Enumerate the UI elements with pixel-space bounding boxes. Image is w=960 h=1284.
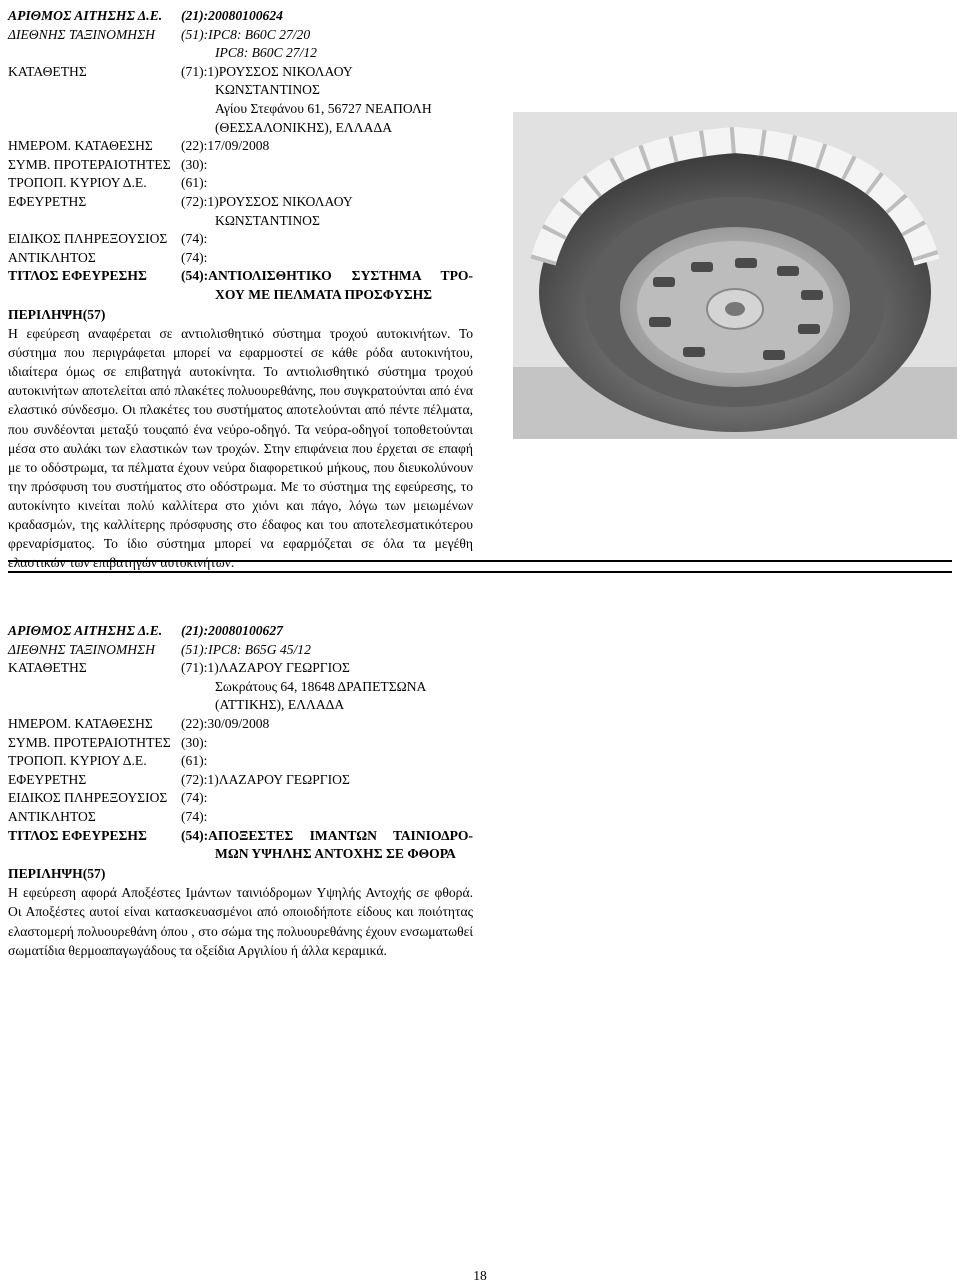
attorney-label: ΕΙΔΙΚΟΣ ΠΛΗΡΕΞΟΥΣΙΟΣ xyxy=(8,790,168,806)
section-divider-bottom xyxy=(8,571,952,573)
applicant-value: (71):1)ΛΑΖΑΡΟΥ ΓΕΩΡΓΙΟΣ xyxy=(181,660,350,676)
patent-entry-2 xyxy=(8,622,473,960)
application-number-label: ΑΡΙΘΜΟΣ ΑΙΤΗΣΗΣ Δ.Ε. xyxy=(8,623,163,638)
representative-row xyxy=(8,808,473,827)
representative-value: (74): xyxy=(181,808,208,824)
inventor-value: (72):1)ΛΑΖΑΡΟΥ ΓΕΩΡΓΙΟΣ xyxy=(181,771,350,787)
representative-label: ΑΝΤΙΚΛΗΤΟΣ xyxy=(8,249,96,265)
applicant-label: ΚΑΤΑΘΕΤΗΣ xyxy=(8,660,87,676)
application-number-row xyxy=(8,622,473,641)
application-number-value: (21):20080100624 xyxy=(181,8,283,23)
filing-date-label: ΗΜΕΡΟΜ. ΚΑΤΑΘΕΣΗΣ xyxy=(8,138,153,154)
patent-entry-1 xyxy=(8,7,473,572)
classification-label: ΔΙΕΘΝΗΣ ΤΑΞΙΝΟΜΗΣΗ xyxy=(8,641,155,657)
applicant-line: Αγίου Στεφάνου 61, 56727 ΝΕΑΠΟΛΗ xyxy=(215,100,432,116)
application-number-label: ΑΡΙΘΜΟΣ ΑΙΤΗΣΗΣ Δ.Ε. xyxy=(8,8,163,23)
inventor-value: (72):1)ΡΟΥΣΣΟΣ ΝΙΚΟΛΑΟΥ xyxy=(181,193,353,209)
classification-row xyxy=(8,641,473,660)
title-continuation: ΧΟΥ ΜΕ ΠΕΛΜΑΤΑ ΠΡΟΣΦΥΣΗΣ xyxy=(215,286,433,302)
attorney-value: (74): xyxy=(181,790,208,806)
inventor-row xyxy=(8,771,473,790)
page-number: 18 xyxy=(473,1268,487,1283)
representative-row xyxy=(8,249,473,268)
applicant-label: ΚΑΤΑΘΕΤΗΣ xyxy=(8,63,87,79)
filing-date-label: ΗΜΕΡΟΜ. ΚΑΤΑΘΕΣΗΣ xyxy=(8,715,153,731)
applicant-line: Σωκράτους 64, 18648 ΔΡΑΠΕΤΣΩΝΑ xyxy=(215,678,427,694)
tire-figure-image xyxy=(513,112,957,439)
priority-row xyxy=(8,734,473,753)
attorney-label: ΕΙΔΙΚΟΣ ΠΛΗΡΕΞΟΥΣΙΟΣ xyxy=(8,231,168,247)
priority-label: ΣΥΜΒ. ΠΡΟΤΕΡΑΙΟΤΗΤΕΣ xyxy=(8,156,171,172)
priority-value: (30): xyxy=(181,156,208,172)
title-row xyxy=(8,827,473,846)
priority-value: (30): xyxy=(181,734,208,750)
attorney-row xyxy=(8,230,473,249)
title-row xyxy=(8,267,473,286)
classification-row xyxy=(8,26,473,45)
inventor-label: ΕΦΕΥΡΕΤΗΣ xyxy=(8,193,87,209)
applicant-line: (ΘΕΣΣΑΛΟΝΙΚΗΣ), ΕΛΛΑΔΑ xyxy=(215,119,393,135)
classification-label: ΔΙΕΘΝΗΣ ΤΑΞΙΝΟΜΗΣΗ xyxy=(8,26,155,42)
applicant-value: (71):1)ΡΟΥΣΣΟΣ ΝΙΚΟΛΑΟΥ xyxy=(181,63,353,79)
modification-row xyxy=(8,174,473,193)
classification-value: (51):IPC8: B60C 27/20 xyxy=(181,26,311,42)
title-label: ΤΙΤΛΟΣ ΕΦΕΥΡΕΣΗΣ xyxy=(8,827,147,843)
modification-value: (61): xyxy=(181,175,208,191)
priority-label: ΣΥΜΒ. ΠΡΟΤΕΡΑΙΟΤΗΤΕΣ xyxy=(8,734,171,750)
inventor-label: ΕΦΕΥΡΕΤΗΣ xyxy=(8,771,87,787)
filing-date-value: (22):17/09/2008 xyxy=(181,138,270,154)
modification-value: (61): xyxy=(181,753,208,769)
applicant-row xyxy=(8,63,473,82)
application-number-value: (21):20080100627 xyxy=(181,623,283,638)
summary-text: Η εφεύρεση αναφέρεται σε αντιολισθητικό σύστημα τροχού αυτοκινήτων. Το σύστημα που περιγράφεται μπορεί να εφαρμοστεί σε κάθε ρόδα αυτοκινήτου, ιδιαίτερα όμως σε επιβατηγά αυτοκίνητα. Το αντιολισθητικό σύστημα τροχού αυτοκινήτων αποτελείται από πλακέτες πολυουρεθάνης, που συγκρατούνται από ένα ελαστικό σύνδεσμο. Οι πλακέτες του συστήματος αποτελούνται από πέντε πέλματα, που συνδέονται μεταξύ τουςαπό ένα νεύρο-οδηγό. Τα νεύρα-οδηγοί τοποθετούνται μέσα στο αυλάκι των ελαστικών των τροχών. Στην επιφάνεια που έρχεται σε επαφή με το οδόστρωμα, τα πέλματα έχουν νεύρα διαφορετικού μήκους, που διευκολύνουν την πρόσφυση του συστήματος στο οδόστρωμα. Με το σύστημα της εφεύρεσης, το αυτοκίνητο κινείται πολύ καλλίτερα στο χιόνι και πάγο, λόγω των μειωμένων κραδασμών, της καλλίτερης πρόσφυσης στο έδαφος και του αποτελεσματικότερου φρεναρίσματος. Το ίδιο σύστημα μπορεί να εφαρμόζεται σε όλα τα μεγέθη ελαστικών των επιβατηγών αυτοκινήτων. xyxy=(8,326,473,571)
application-number-row xyxy=(8,7,473,26)
classification-value: (51):IPC8: B65G 45/12 xyxy=(181,641,311,657)
title-value: (54):ΑΝΤΙΟΛΙΣΘΗΤΙΚΟ ΣΥΣΤΗΜΑ ΤΡΟ- xyxy=(181,268,473,284)
title-label: ΤΙΤΛΟΣ ΕΦΕΥΡΕΣΗΣ xyxy=(8,268,147,284)
modification-label: ΤΡΟΠΟΠ. ΚΥΡΙΟΥ Δ.Ε. xyxy=(8,753,147,769)
modification-row xyxy=(8,752,473,771)
classification-value-2: IPC8: B60C 27/12 xyxy=(215,45,317,61)
filing-date-row xyxy=(8,715,473,734)
applicant-line: ΚΩΝΣΤΑΝΤΙΝΟΣ xyxy=(215,82,320,98)
inventor-line: ΚΩΝΣΤΑΝΤΙΝΟΣ xyxy=(215,212,320,228)
priority-row xyxy=(8,156,473,175)
applicant-row xyxy=(8,659,473,678)
attorney-value: (74): xyxy=(181,231,208,247)
title-value: (54):ΑΠΟΞΕΣΤΕΣ ΙΜΑΝΤΩΝ ΤΑΙΝΙΟΔΡΟ- xyxy=(181,827,473,843)
summary-heading: ΠΕΡΙΛΗΨΗ(57) xyxy=(8,865,106,881)
section-divider-top xyxy=(8,560,952,562)
representative-value: (74): xyxy=(181,249,208,265)
modification-label: ΤΡΟΠΟΠ. ΚΥΡΙΟΥ Δ.Ε. xyxy=(8,175,147,191)
summary-text: Η εφεύρεση αφορά Αποξέστες Ιμάντων ταινιόδρομων Υψηλής Αντοχής σε φθορά. Οι Αποξέστες αυτοί είναι κατασκευασμένοι από οποιοδήποτε είδους και ποιότητας ελαστομερή πολυουρεθάνη όπου , στο σώμα της πολυουρεθάνης έχουν ενσωματωθεί σωματίδια θερμοαπαγωγάδους τα οξείδια Αργιλίου ή άλλα κεραμικά. xyxy=(8,885,473,958)
representative-label: ΑΝΤΙΚΛΗΤΟΣ xyxy=(8,808,96,824)
inventor-row xyxy=(8,193,473,212)
applicant-line: (ΑΤΤΙΚΗΣ), ΕΛΛΑΔΑ xyxy=(215,697,345,713)
filing-date-row xyxy=(8,137,473,156)
filing-date-value: (22):30/09/2008 xyxy=(181,715,270,731)
summary-heading: ΠΕΡΙΛΗΨΗ(57) xyxy=(8,306,106,322)
title-continuation: ΜΩΝ ΥΨΗΛΗΣ ΑΝΤΟΧΗΣ ΣΕ ΦΘΟΡΑ xyxy=(215,846,456,862)
attorney-row xyxy=(8,789,473,808)
